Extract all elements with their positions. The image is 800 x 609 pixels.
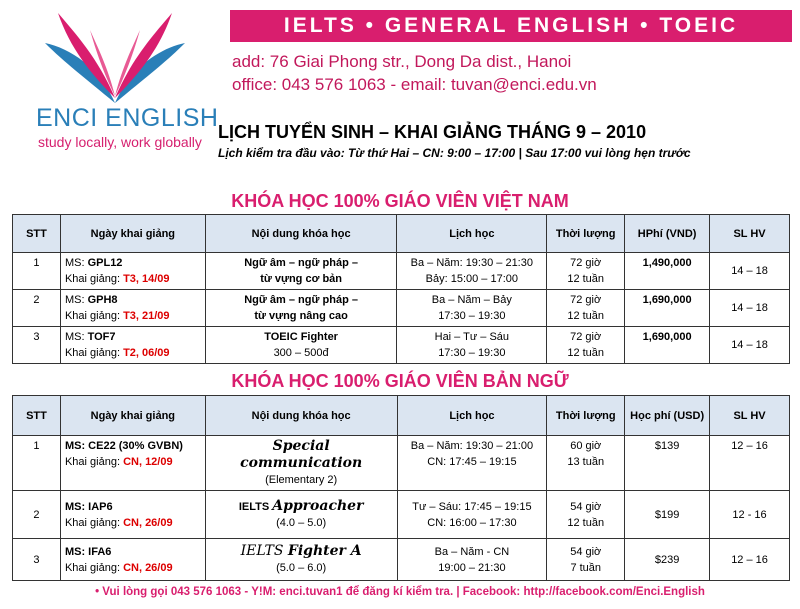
table-row: 3 MS: TOF7 Khai giảng: T2, 06/09 TOEIC Fighter 300 – 500đ Hai – Tư – Sáu 17:30 – 19:30 72 giờ 12 tuần 1,690,000 14 – 18 <box>13 327 790 364</box>
section1-heading: KHÓA HỌC 100% GIÁO VIÊN VIỆT NAM <box>231 191 569 211</box>
col-header-stt: STT <box>13 215 61 253</box>
col-header-schedule: Lịch học <box>397 396 547 436</box>
address-text: add: 76 Giai Phong str., Dong Da dist., Hanoi <box>232 52 572 71</box>
col-header-start: Ngày khai giảng <box>60 215 205 253</box>
table-row: 2 MS: GPH8 Khai giảng: T3, 21/09 Ngữ âm – ngữ pháp – từ vựng nâng cao Ba – Năm – Bảy 17:30 – 19:30 72 giờ 12 tuần 1,690,000 14 – 18 <box>13 290 790 327</box>
brand-name: ENCI ENGLISH <box>36 104 219 132</box>
section2-heading: KHÓA HỌC 100% GIÁO VIÊN BẢN NGỮ <box>231 371 569 391</box>
col-header-fee: Học phí (USD) <box>625 396 710 436</box>
vietnamese-teacher-table <box>12 214 790 364</box>
table-row: 3 MS: IFA6 Khai giảng: CN, 26/09 IELTS Fighter A (5.0 – 6.0) Ba – Năm - CN 19:00 – 21:30 54 giờ 7 tuần $239 12 – 16 <box>13 539 790 581</box>
col-header-schedule: Lịch học <box>397 215 547 253</box>
brand-tagline: study locally, work globally <box>38 134 202 150</box>
page-title: LỊCH TUYỂN SINH – KHAI GIẢNG THÁNG 9 – 2010 <box>218 122 647 142</box>
page-subtitle: Lịch kiểm tra đầu vào: Từ thứ Hai – CN: 9:00 – 17:00 | Sau 17:00 vui lòng hẹn trước <box>218 146 691 160</box>
col-header-size: SL HV <box>710 215 790 253</box>
table-row: 1 MS: CE22 (30% GVBN) Khai giảng: CN, 12/09 Special communication (Elementary 2) Ba – Năm: 19:30 – 21:00 CN: 17:45 – 19:15 60 giờ 13 tuần $139 12 – 16 <box>13 436 790 491</box>
book-wings-logo-icon <box>40 8 190 108</box>
col-header-content: Nội dung khóa học <box>205 396 397 436</box>
col-header-fee: HPhí (VND) <box>625 215 710 253</box>
col-header-start: Ngày khai giảng <box>60 396 205 436</box>
col-header-duration: Thời lượng <box>547 215 625 253</box>
col-header-content: Nội dung khóa học <box>205 215 397 253</box>
col-header-size: SL HV <box>710 396 790 436</box>
col-header-duration: Thời lượng <box>547 396 625 436</box>
table-row: 1 MS: GPL12 Khai giảng: T3, 14/09 Ngữ âm – ngữ pháp – từ vựng cơ bản Ba – Năm: 19:30 – 21:30 Bảy: 15:00 – 17:00 72 giờ 12 tuần 1,490,000 14 – 18 <box>13 253 790 290</box>
col-header-stt: STT <box>13 396 61 436</box>
footer-note: • Vui lòng gọi 043 576 1063 - Y!M: enci.tuvan1 để đăng kí kiểm tra. | Facebook: http://facebook.com/Enci.English <box>95 586 705 598</box>
office-text: office: 043 576 1063 - email: tuvan@enci.edu.vn <box>232 75 597 94</box>
table-row: 2 MS: IAP6 Khai giảng: CN, 26/09 IELTS Approacher (4.0 – 5.0) Tư – Sáu: 17:45 – 19:15 CN: 16:00 – 17:30 54 giờ 12 tuần $199 12 - 16 <box>13 491 790 539</box>
course-banner: IELTS • GENERAL ENGLISH • TOEIC <box>230 10 792 42</box>
contact-info <box>232 50 597 96</box>
native-teacher-table <box>12 395 790 581</box>
